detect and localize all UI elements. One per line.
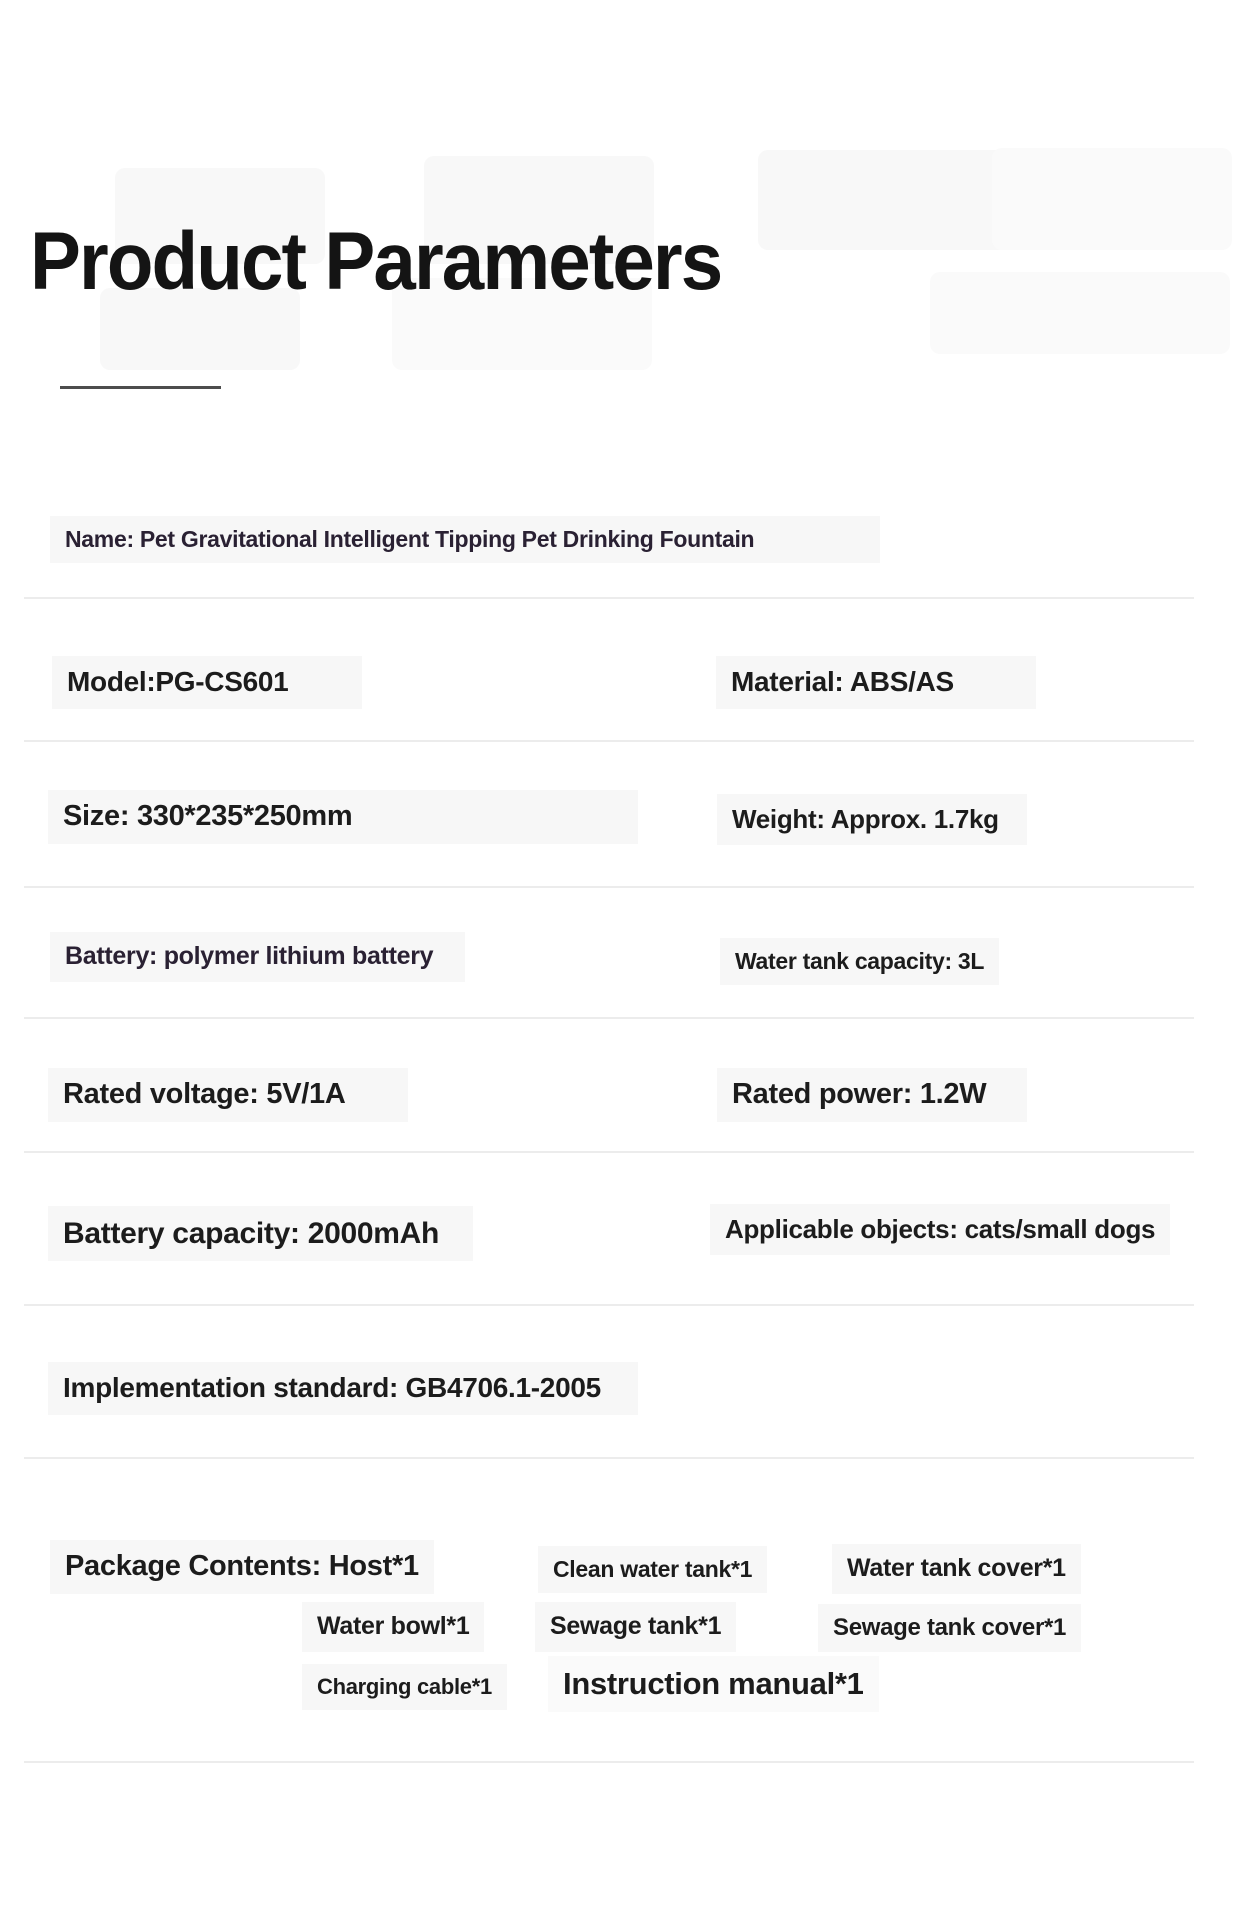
spec-water-tank-capacity: Water tank capacity: 3L <box>720 938 999 985</box>
spec-weight: Weight: Approx. 1.7kg <box>717 794 1027 845</box>
divider <box>24 1017 1194 1019</box>
spec-rated-voltage: Rated voltage: 5V/1A <box>48 1068 408 1122</box>
spec-material: Material: ABS/AS <box>716 656 1036 709</box>
package-item-charging-cable: Charging cable*1 <box>302 1664 507 1710</box>
package-item-instruction-manual: Instruction manual*1 <box>548 1656 879 1712</box>
package-item-water-tank-cover: Water tank cover*1 <box>832 1544 1081 1594</box>
spec-implementation-standard: Implementation standard: GB4706.1-2005 <box>48 1362 638 1415</box>
divider <box>24 1151 1194 1153</box>
divider <box>24 740 1194 742</box>
divider <box>24 886 1194 888</box>
erased-text-artifact <box>930 272 1230 354</box>
spec-rated-power: Rated power: 1.2W <box>717 1068 1027 1122</box>
spec-applicable-objects: Applicable objects: cats/small dogs <box>710 1204 1170 1255</box>
spec-battery-capacity: Battery capacity: 2000mAh <box>48 1206 473 1261</box>
package-item-clean-water-tank: Clean water tank*1 <box>538 1546 767 1593</box>
package-item-water-bowl: Water bowl*1 <box>302 1602 484 1652</box>
package-item-sewage-tank: Sewage tank*1 <box>535 1602 736 1652</box>
spec-battery-type: Battery: polymer lithium battery <box>50 932 465 982</box>
erased-text-artifact <box>992 148 1232 250</box>
spec-size: Size: 330*235*250mm <box>48 790 638 844</box>
divider <box>24 1304 1194 1306</box>
divider <box>24 1761 1194 1763</box>
erased-text-artifact <box>758 150 1008 250</box>
package-item-sewage-tank-cover: Sewage tank cover*1 <box>818 1604 1081 1652</box>
package-item-host: Package Contents: Host*1 <box>50 1540 434 1594</box>
spec-product-name: Name: Pet Gravitational Intelligent Tipping Pet Drinking Fountain <box>50 516 880 563</box>
divider <box>24 597 1194 599</box>
title-underline <box>60 386 221 389</box>
spec-model: Model:PG-CS601 <box>52 656 362 709</box>
divider <box>24 1457 1194 1459</box>
page-title: Product Parameters <box>30 215 722 307</box>
